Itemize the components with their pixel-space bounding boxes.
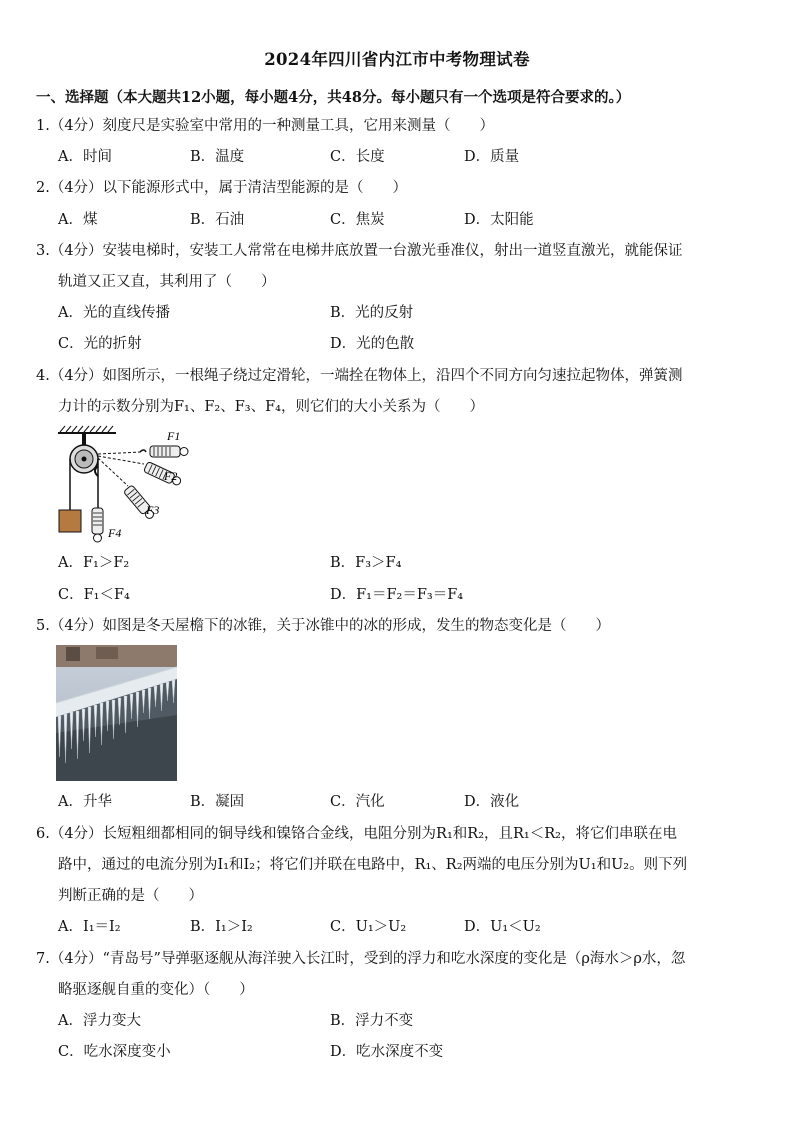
q4-option-d[interactable]: D．F₁＝F₂＝F₃＝F₄ [330,587,464,603]
question-3-stem-line2: 轨道又正又直，其利用了（ ） [58,274,276,290]
exam-title: 2024年四川省内江市中考物理试卷 [264,50,530,69]
pulley-diagram [54,424,194,546]
question-5-stem: 5.（4分）如图是冬天屋檐下的冰锥，关于冰锥中的冰的形成，发生的物态变化是（ ） [36,618,611,634]
q3-option-b[interactable]: B．光的反射 [330,305,414,321]
question-6-stem-line1: 6.（4分）长短粗细都相同的铜导线和镍铬合金线，电阻分别为R₁和R₂，且R₁＜R₂，将它们串联在电 [36,826,677,842]
q5-option-b[interactable]: B．凝固 [190,794,245,810]
q6-option-c[interactable]: C．U₁＞U₂ [330,919,407,935]
question-4-stem-line2: 力计的示数分别为F₁、F₂、F₃、F₄，则它们的大小关系为（ ） [58,399,484,415]
q1-option-a[interactable]: A．时间 [58,149,112,165]
spring-scale-f1 [140,446,188,457]
weight-block [59,510,81,532]
q5-option-a[interactable]: A．升华 [58,794,112,810]
q1-option-c[interactable]: C．长度 [330,149,385,165]
q7-option-d[interactable]: D．吃水深度不变 [330,1044,444,1060]
q6-option-d[interactable]: D．U₁＜U₂ [464,919,541,935]
q7-option-c[interactable]: C．吃水深度变小 [58,1044,171,1060]
q7-option-b[interactable]: B．浮力不变 [330,1013,414,1029]
q6-option-a[interactable]: A．I₁＝I₂ [58,919,121,935]
q2-option-c[interactable]: C．焦炭 [330,212,385,228]
q2-option-a[interactable]: A．煤 [58,212,98,228]
question-2-stem: 2.（4分）以下能源形式中，属于清洁型能源的是（ ） [36,180,408,196]
question-1-stem: 1.（4分）刻度尺是实验室中常用的一种测量工具，它用来测量（ ） [36,118,495,134]
q5-option-c[interactable]: C．汽化 [330,794,385,810]
section-heading: 一、选择题（本大题共12小题，每小题4分，共48分。每小题只有一个选项是符合要求的。） [36,89,631,106]
question-7-stem-line1: 7.（4分）“青岛号”导弹驱逐舰从海洋驶入长江时，受到的浮力和吃水深度的变化是（ρ海水＞ρ水，忽 [36,951,686,967]
question-7-stem-line2: 略驱逐舰自重的变化）（ ） [58,982,254,998]
spring-scale-f4 [92,508,103,542]
q6-option-b[interactable]: B．I₁＞I₂ [190,919,253,935]
q4-option-b[interactable]: B．F₃＞F₄ [330,555,402,571]
label-f4: F4 [108,526,122,540]
q3-option-d[interactable]: D．光的色散 [330,336,415,352]
label-f1: F1 [167,429,181,443]
q2-option-d[interactable]: D．太阳能 [464,212,534,228]
q1-option-d[interactable]: D．质量 [464,149,520,165]
label-f3: F3 [146,503,160,517]
q4-option-a[interactable]: A．F₁＞F₂ [58,555,130,571]
ceiling-hatch [60,426,113,432]
question-3-stem-line1: 3.（4分）安装电梯时，安装工人常常在电梯井底放置一台激光垂准仪，射出一道竖直激光，就能保证 [36,243,683,259]
q3-option-c[interactable]: C．光的折射 [58,336,142,352]
label-f2: F2 [164,469,178,483]
q1-option-b[interactable]: B．温度 [190,149,245,165]
q3-option-a[interactable]: A．光的直线传播 [58,305,170,321]
question-6-stem-line2: 路中，通过的电流分别为I₁和I₂；将它们并联在电路中，R₁、R₂两端的电压分别为U₁和U₂。则下列 [58,857,688,873]
q2-option-b[interactable]: B．石油 [190,212,245,228]
question-6-stem-line3: 判断正确的是（ ） [58,888,203,904]
q7-option-a[interactable]: A．浮力变大 [58,1013,141,1029]
q5-option-d[interactable]: D．液化 [464,794,520,810]
icicle-photo [56,645,177,781]
question-4-stem-line1: 4.（4分）如图所示，一根绳子绕过定滑轮，一端拴在物体上，沿四个不同方向匀速拉起物体，弹簧测 [36,368,683,384]
rope-directions [98,452,144,486]
q4-option-c[interactable]: C．F₁＜F₄ [58,587,130,603]
